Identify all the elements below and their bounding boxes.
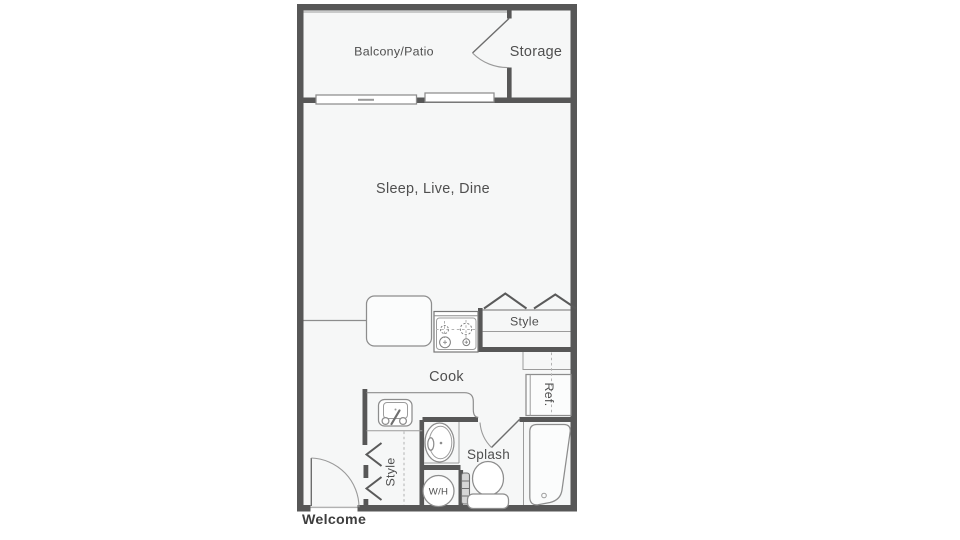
label-kitchen: Cook [429, 369, 464, 385]
label-storage: Storage [509, 44, 563, 60]
label-closet-upper: Style [509, 314, 540, 329]
kitchen-island [367, 296, 432, 346]
label-balcony: Balcony/Patio [354, 44, 434, 59]
label-water-heater: W/H [428, 486, 449, 498]
label-entry: Welcome [302, 512, 367, 528]
vanity-sink [425, 423, 454, 462]
label-living: Sleep, Live, Dine [376, 181, 490, 197]
label-refrigerator: Ref. [542, 382, 556, 407]
sliding-door [316, 93, 494, 104]
label-bathroom: Splash [466, 447, 511, 462]
stove [434, 312, 478, 353]
label-closet-entry: Style [383, 457, 398, 487]
kitchen-sink [379, 400, 413, 427]
